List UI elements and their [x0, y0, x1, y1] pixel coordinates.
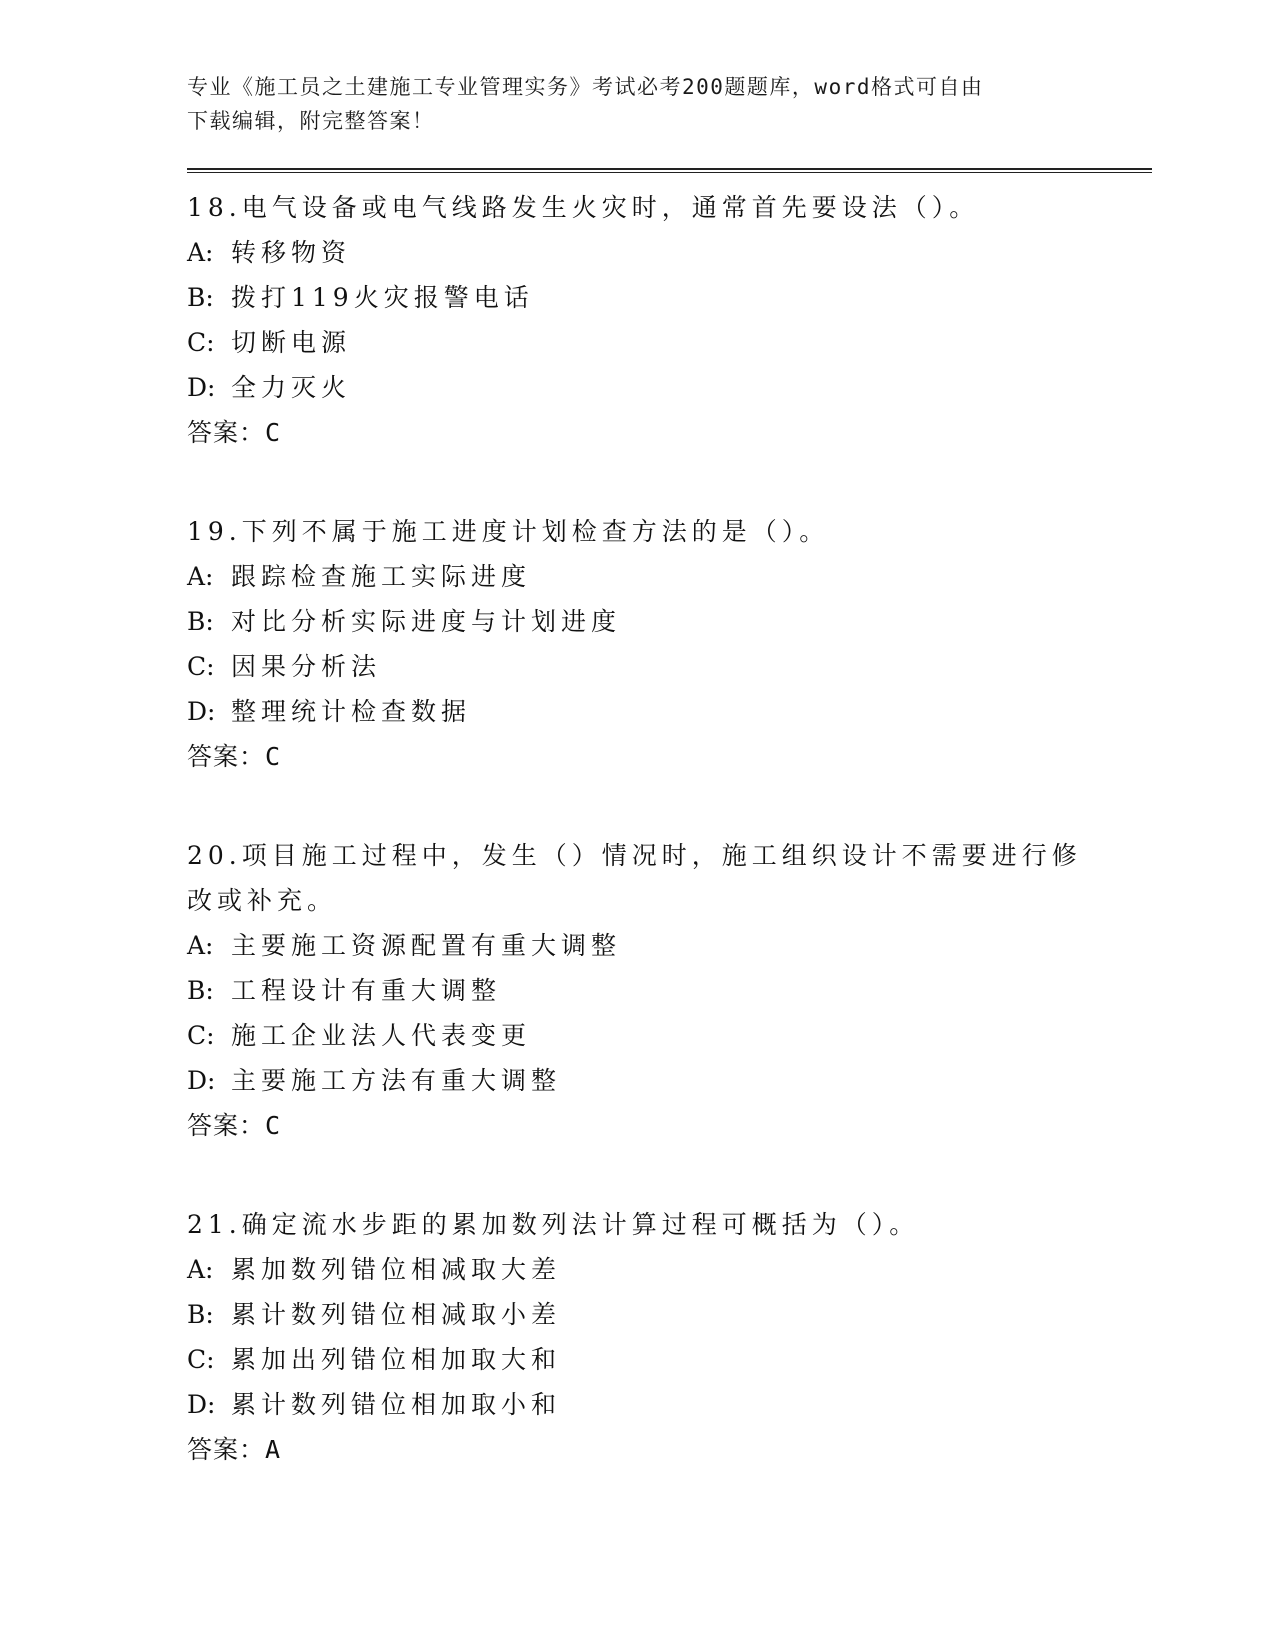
answer-value: C — [265, 418, 281, 447]
option-letter: D: — [187, 1390, 216, 1419]
question-text: 18.电气设备或电气线路发生火灾时，通常首先要设法（）。 — [187, 193, 980, 222]
question-20 — [187, 833, 1147, 1148]
question-21 — [187, 1202, 1147, 1472]
option-b — [187, 968, 1147, 1013]
question-text: 19.下列不属于施工进度计划检查方法的是（）。 — [187, 517, 830, 546]
answer-value: C — [265, 1111, 281, 1140]
option-a — [187, 230, 1147, 275]
answer-label: 答案： — [187, 418, 266, 447]
option-text: 转移物资 — [231, 238, 352, 267]
option-letter: C: — [187, 1021, 215, 1050]
option-letter: A: — [187, 562, 214, 591]
answer-line — [187, 410, 1147, 455]
header-line-1: 专业《施工员之土建施工专业管理实务》考试必考200题题库，word格式可自由 — [187, 75, 984, 99]
option-letter: B: — [187, 976, 214, 1005]
option-text: 因果分析法 — [231, 652, 382, 681]
option-d — [187, 1058, 1147, 1103]
option-letter: A: — [187, 1255, 214, 1284]
option-text: 累计数列错位相加取小和 — [231, 1390, 562, 1419]
answer-label: 答案： — [187, 1111, 266, 1140]
option-letter: C: — [187, 652, 215, 681]
question-18 — [187, 185, 1147, 455]
option-text: 施工企业法人代表变更 — [231, 1021, 532, 1050]
option-c — [187, 1013, 1147, 1058]
option-b — [187, 275, 1147, 320]
option-letter: D: — [187, 373, 216, 402]
option-text: 全力灭火 — [231, 373, 352, 402]
answer-label: 答案： — [187, 742, 266, 771]
option-a — [187, 923, 1147, 968]
option-d — [187, 689, 1147, 734]
option-text: 切断电源 — [231, 328, 352, 357]
option-text: 整理统计检查数据 — [231, 697, 472, 726]
question-text: 21.确定流水步距的累加数列法计算过程可概括为（）。 — [187, 1210, 920, 1239]
option-c — [187, 644, 1147, 689]
document-page — [187, 70, 1147, 1526]
option-letter: C: — [187, 328, 215, 357]
option-text: 主要施工方法有重大调整 — [231, 1066, 562, 1095]
option-c — [187, 1337, 1147, 1382]
option-letter: A: — [187, 238, 214, 267]
option-text: 工程设计有重大调整 — [231, 976, 502, 1005]
option-a — [187, 1247, 1147, 1292]
header-line-2: 下载编辑，附完整答案！ — [187, 109, 435, 133]
answer-label: 答案： — [187, 1435, 266, 1464]
option-letter: B: — [187, 1300, 214, 1329]
option-letter: D: — [187, 1066, 216, 1095]
question-19 — [187, 509, 1147, 779]
header-divider — [187, 168, 1152, 173]
option-a — [187, 554, 1147, 599]
option-text: 累计数列错位相减取小差 — [231, 1300, 562, 1329]
document-header — [187, 70, 1067, 138]
option-text: 跟踪检查施工实际进度 — [231, 562, 532, 591]
option-b — [187, 1292, 1147, 1337]
option-c — [187, 320, 1147, 365]
answer-value: C — [265, 742, 281, 771]
option-letter: A: — [187, 931, 214, 960]
option-text: 累加出列错位相加取大和 — [231, 1345, 562, 1374]
option-d — [187, 365, 1147, 410]
option-letter: C: — [187, 1345, 215, 1374]
option-d — [187, 1382, 1147, 1427]
option-text: 累加数列错位相减取大差 — [231, 1255, 562, 1284]
option-text: 拨打119火灾报警电话 — [231, 283, 534, 312]
answer-value: A — [265, 1435, 281, 1464]
answer-line — [187, 1103, 1147, 1148]
option-letter: B: — [187, 283, 214, 312]
answer-line — [187, 1427, 1147, 1472]
question-list — [187, 185, 1147, 1472]
question-text: 20.项目施工过程中，发生（）情况时，施工组织设计不需要进行修改或补充。 — [187, 841, 1082, 915]
option-text: 主要施工资源配置有重大调整 — [231, 931, 622, 960]
option-letter: D: — [187, 697, 216, 726]
answer-line — [187, 734, 1147, 779]
option-text: 对比分析实际进度与计划进度 — [231, 607, 622, 636]
option-letter: B: — [187, 607, 214, 636]
option-b — [187, 599, 1147, 644]
